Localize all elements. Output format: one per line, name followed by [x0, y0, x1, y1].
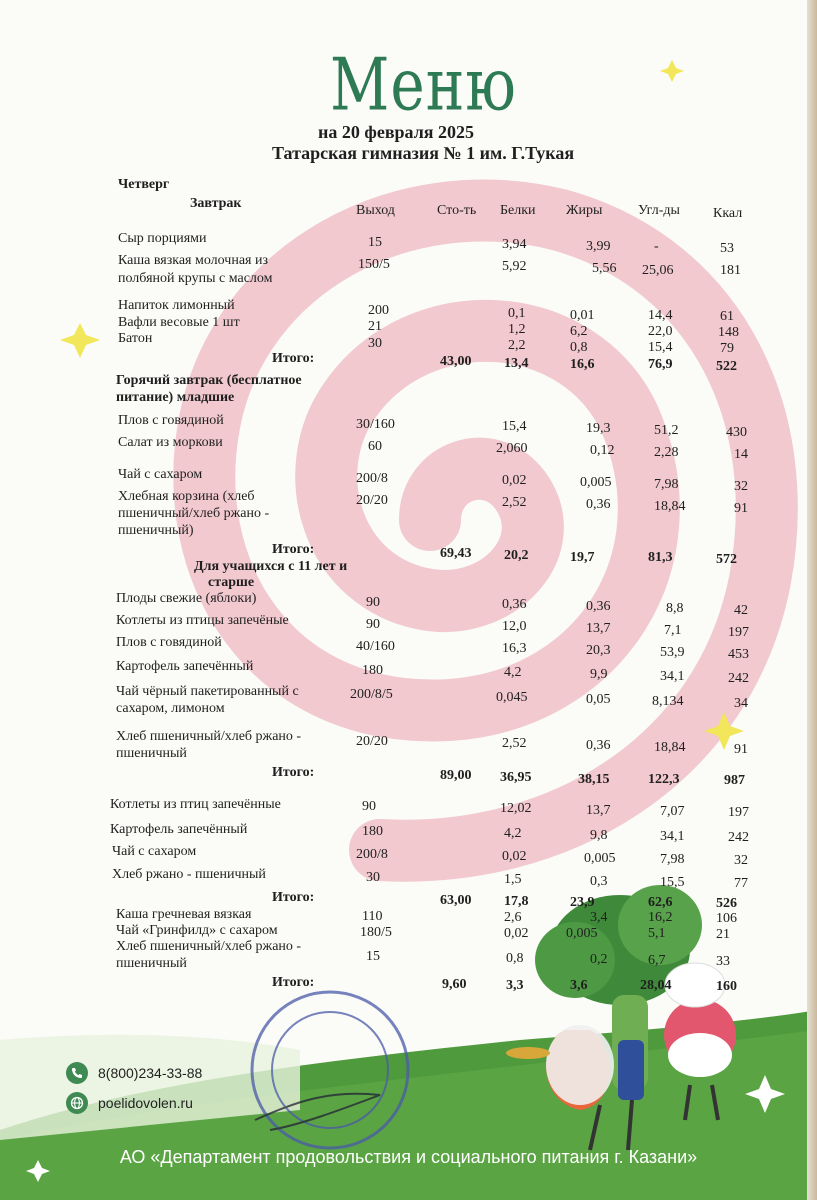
dish-fat: 6,2	[570, 324, 588, 339]
dish-name: Салат из моркови	[118, 435, 223, 450]
dish-carbs: 5,1	[648, 926, 666, 941]
dish-carbs: 53,9	[660, 645, 685, 660]
dish-name: Котлеты из птицы запечёные	[116, 613, 289, 628]
dish-fat: 0,005	[580, 475, 612, 490]
dish-kcal: 79	[720, 341, 734, 356]
total-protein: 13,4	[504, 356, 529, 371]
total-label: Итого:	[272, 351, 315, 366]
dish-fat: 13,7	[586, 803, 611, 818]
dish-yield: 20/20	[356, 493, 388, 508]
dish-carbs: 25,06	[642, 263, 674, 278]
dish-carbs: 18,84	[654, 499, 686, 514]
dish-kcal: 197	[728, 805, 749, 820]
dish-kcal: 61	[720, 309, 734, 324]
dish-kcal: 430	[726, 425, 747, 440]
dish-protein: 2,52	[502, 495, 527, 510]
total-fat: 38,15	[578, 772, 610, 787]
dish-carbs: 18,84	[654, 740, 686, 755]
dish-protein: 0,36	[502, 597, 527, 612]
total-label: Итого:	[272, 890, 315, 905]
dish-yield: 90	[366, 617, 380, 632]
total-protein: 36,95	[500, 770, 532, 785]
dish-name: Чай «Гринфилд» с сахаром	[116, 923, 278, 938]
section-heading-line2: старше	[208, 575, 255, 590]
dish-yield: 15	[368, 235, 382, 250]
dish-name: Картофель запечённый	[110, 822, 248, 837]
dish-carbs: 34,1	[660, 669, 685, 684]
dish-kcal: 197	[728, 625, 749, 640]
website-link[interactable]	[66, 1092, 193, 1114]
dish-carbs: 16,2	[648, 910, 673, 925]
dish-fat: 19,3	[586, 421, 611, 436]
dish-yield: 30	[366, 870, 380, 885]
col-cost-header: Сто-ть	[437, 203, 477, 218]
dish-fat: 0,8	[570, 340, 588, 355]
dish-fat: 0,005	[584, 851, 616, 866]
menu-date: на 20 февраля 2025	[318, 122, 475, 142]
dish-protein: 15,4	[502, 419, 527, 434]
total-carbs: 81,3	[648, 550, 673, 565]
dish-yield: 180/5	[360, 925, 392, 940]
total-carbs: 76,9	[648, 357, 673, 372]
dish-kcal: 33	[716, 954, 730, 969]
dish-yield: 90	[366, 595, 380, 610]
section-heading-line2: питание) младшие	[116, 390, 235, 405]
dish-kcal: 21	[716, 927, 730, 942]
total-protein: 3,3	[506, 978, 524, 993]
dish-fat: 3,4	[590, 910, 608, 925]
dish-carbs: 14,4	[648, 308, 673, 323]
dish-protein: 2,060	[496, 441, 528, 456]
dish-carbs: -	[654, 239, 659, 254]
dish-kcal: 34	[734, 696, 748, 711]
total-cost: 9,60	[442, 977, 467, 992]
page-edge	[807, 0, 817, 1200]
total-fat: 23,9	[570, 895, 595, 910]
dish-carbs: 8,134	[652, 694, 684, 709]
col-fat-header: Жиры	[566, 203, 603, 218]
phone-contact[interactable]	[66, 1062, 202, 1084]
total-label: Итого:	[272, 975, 315, 990]
total-cost: 69,43	[440, 546, 472, 561]
total-carbs: 122,3	[648, 772, 680, 787]
dish-fat: 0,36	[586, 599, 611, 614]
dish-protein: 2,2	[508, 338, 526, 353]
dish-yield: 15	[366, 949, 380, 964]
dish-kcal: 42	[734, 603, 748, 618]
dish-fat: 0,12	[590, 443, 615, 458]
total-protein: 20,2	[504, 548, 529, 563]
dish-name: Хлеб ржано - пшеничный	[112, 867, 266, 882]
dish-carbs: 8,8	[666, 601, 684, 616]
dish-yield: 200/8	[356, 471, 388, 486]
dish-carbs: 51,2	[654, 423, 679, 438]
dish-name: Хлебная корзина (хлеб	[118, 489, 255, 504]
dish-name: Напиток лимонный	[118, 298, 235, 313]
dish-yield: 30/160	[356, 417, 395, 432]
dish-carbs: 6,7	[648, 953, 666, 968]
dish-name: Плов с говядиной	[116, 635, 222, 650]
dish-carbs: 15,4	[648, 340, 673, 355]
dish-name: Плоды свежие (яблоки)	[116, 591, 257, 606]
dish-kcal: 77	[734, 876, 748, 891]
total-fat: 19,7	[570, 550, 595, 565]
section-heading: Завтрак	[190, 196, 242, 211]
dish-name: Котлеты из птиц запечённые	[110, 797, 281, 812]
dish-name-line2: пшеничный	[116, 746, 187, 761]
dish-protein: 16,3	[502, 641, 527, 656]
col-kcal-header: Ккал	[713, 206, 743, 221]
dish-name: Каша вязкая молочная из	[118, 253, 269, 268]
dish-kcal: 242	[728, 830, 749, 845]
total-label: Итого:	[272, 765, 315, 780]
dish-protein: 1,2	[508, 322, 526, 337]
dish-fat: 9,9	[590, 667, 608, 682]
dish-name-line2: сахаром, лимоном	[116, 701, 225, 716]
dish-yield: 200	[368, 303, 389, 318]
dish-protein: 0,045	[496, 690, 528, 705]
globe-icon	[66, 1092, 88, 1114]
dish-protein: 5,92	[502, 259, 527, 274]
dish-protein: 0,1	[508, 306, 526, 321]
dish-kcal: 91	[734, 742, 748, 757]
dish-protein: 4,2	[504, 665, 522, 680]
dish-name: Чай с сахаром	[118, 467, 203, 482]
dish-yield: 180	[362, 663, 383, 678]
dish-name: Хлеб пшеничный/хлеб ржано -	[116, 939, 302, 954]
dish-yield: 20/20	[356, 734, 388, 749]
dish-fat: 0,36	[586, 497, 611, 512]
dish-carbs: 15,5	[660, 875, 685, 890]
dish-name: Чай с сахаром	[112, 844, 197, 859]
dish-yield: 90	[362, 799, 376, 814]
dish-carbs: 7,98	[654, 477, 679, 492]
dish-fat: 3,99	[586, 239, 611, 254]
dish-name-line2: пшеничный	[116, 956, 187, 971]
section-heading: Горячий завтрак (бесплатное	[116, 373, 302, 388]
dish-kcal: 106	[716, 911, 737, 926]
dish-protein: 0,02	[504, 926, 529, 941]
dish-name: Батон	[118, 331, 153, 346]
dish-fat: 13,7	[586, 621, 611, 636]
total-carbs: 28,04	[640, 978, 672, 993]
dish-carbs: 7,1	[664, 623, 682, 638]
dish-kcal: 242	[728, 671, 749, 686]
dish-fat: 0,005	[566, 926, 598, 941]
menu-title: Меню	[330, 42, 517, 127]
dish-fat: 0,05	[586, 692, 611, 707]
dish-name: Каша гречневая вязкая	[116, 907, 252, 922]
dish-fat: 5,56	[592, 261, 617, 276]
dish-yield: 150/5	[358, 257, 390, 272]
dish-kcal: 91	[734, 501, 748, 516]
dish-carbs: 34,1	[660, 829, 685, 844]
total-kcal: 522	[716, 359, 737, 374]
total-kcal: 526	[716, 896, 737, 911]
dish-protein: 1,5	[504, 872, 522, 887]
total-label: Итого:	[272, 542, 315, 557]
total-kcal: 572	[716, 552, 737, 567]
dish-yield: 60	[368, 439, 382, 454]
dish-yield: 110	[362, 909, 383, 924]
total-fat: 16,6	[570, 357, 595, 372]
total-protein: 17,8	[504, 894, 529, 909]
dish-kcal: 453	[728, 647, 749, 662]
dish-yield: 180	[362, 824, 383, 839]
dish-protein: 0,02	[502, 849, 527, 864]
dish-protein: 4,2	[504, 826, 522, 841]
total-kcal: 987	[724, 773, 745, 788]
total-cost: 63,00	[440, 893, 472, 908]
dish-yield: 30	[368, 336, 382, 351]
dish-kcal: 181	[720, 263, 741, 278]
dish-name: Хлеб пшеничный/хлеб ржано -	[116, 729, 302, 744]
dish-protein: 3,94	[502, 237, 527, 252]
dish-protein: 0,02	[502, 473, 527, 488]
dish-name: Картофель запечённый	[116, 659, 254, 674]
dish-yield: 200/8	[356, 847, 388, 862]
dish-name-line3: пшеничный)	[118, 523, 194, 538]
dish-fat: 9,8	[590, 828, 608, 843]
total-cost: 43,00	[440, 354, 472, 369]
total-fat: 3,6	[570, 978, 588, 993]
dish-protein: 12,0	[502, 619, 527, 634]
dish-fat: 0,01	[570, 308, 595, 323]
company-name: АО «Департамент продовольствия и социального питания г. Казани»	[119, 1147, 698, 1167]
dish-name-line2: пшеничный/хлеб ржано -	[118, 506, 270, 521]
dish-kcal: 148	[718, 325, 739, 340]
dish-protein: 12,02	[500, 801, 532, 816]
dish-name-line2: полбяной крупы с маслом	[118, 271, 273, 286]
school-name: Татарская гимназия № 1 им. Г.Тукая	[272, 143, 575, 163]
dish-carbs: 7,07	[660, 804, 685, 819]
dish-kcal: 32	[734, 853, 748, 868]
dish-yield: 200/8/5	[350, 687, 393, 702]
website-url: poelidovolen.ru	[98, 1095, 193, 1111]
dish-fat: 0,36	[586, 738, 611, 753]
dish-fat: 0,3	[590, 874, 608, 889]
total-cost: 89,00	[440, 768, 472, 783]
day-label: Четверг	[118, 177, 170, 192]
col-protein-header: Белки	[500, 203, 536, 218]
dish-fat: 0,2	[590, 952, 608, 967]
dish-name: Чай чёрный пакетированный с	[116, 684, 299, 699]
dish-carbs: 22,0	[648, 324, 673, 339]
dish-name: Плов с говядиной	[118, 413, 224, 428]
dish-yield: 40/160	[356, 639, 395, 654]
dish-kcal: 53	[720, 241, 734, 256]
dish-kcal: 32	[734, 479, 748, 494]
phone-number: 8(800)234-33-88	[98, 1065, 203, 1081]
dish-yield: 21	[368, 319, 382, 334]
dish-carbs: 7,98	[660, 852, 685, 867]
total-kcal: 160	[716, 979, 737, 994]
dish-kcal: 14	[734, 447, 748, 462]
dish-name: Вафли весовые 1 шт	[118, 315, 240, 330]
dish-protein: 2,52	[502, 736, 527, 751]
dish-carbs: 2,28	[654, 445, 679, 460]
section-heading: Для учащихся с 11 лет и	[194, 559, 348, 574]
phone-icon	[66, 1062, 88, 1084]
dish-fat: 20,3	[586, 643, 611, 658]
col-yield-header: Выход	[356, 203, 395, 218]
dish-protein: 0,8	[506, 951, 524, 966]
dish-name: Сыр порциями	[118, 231, 207, 246]
col-carbs-header: Угл-ды	[638, 203, 680, 218]
dish-protein: 2,6	[504, 910, 522, 925]
total-carbs: 62,6	[648, 895, 673, 910]
